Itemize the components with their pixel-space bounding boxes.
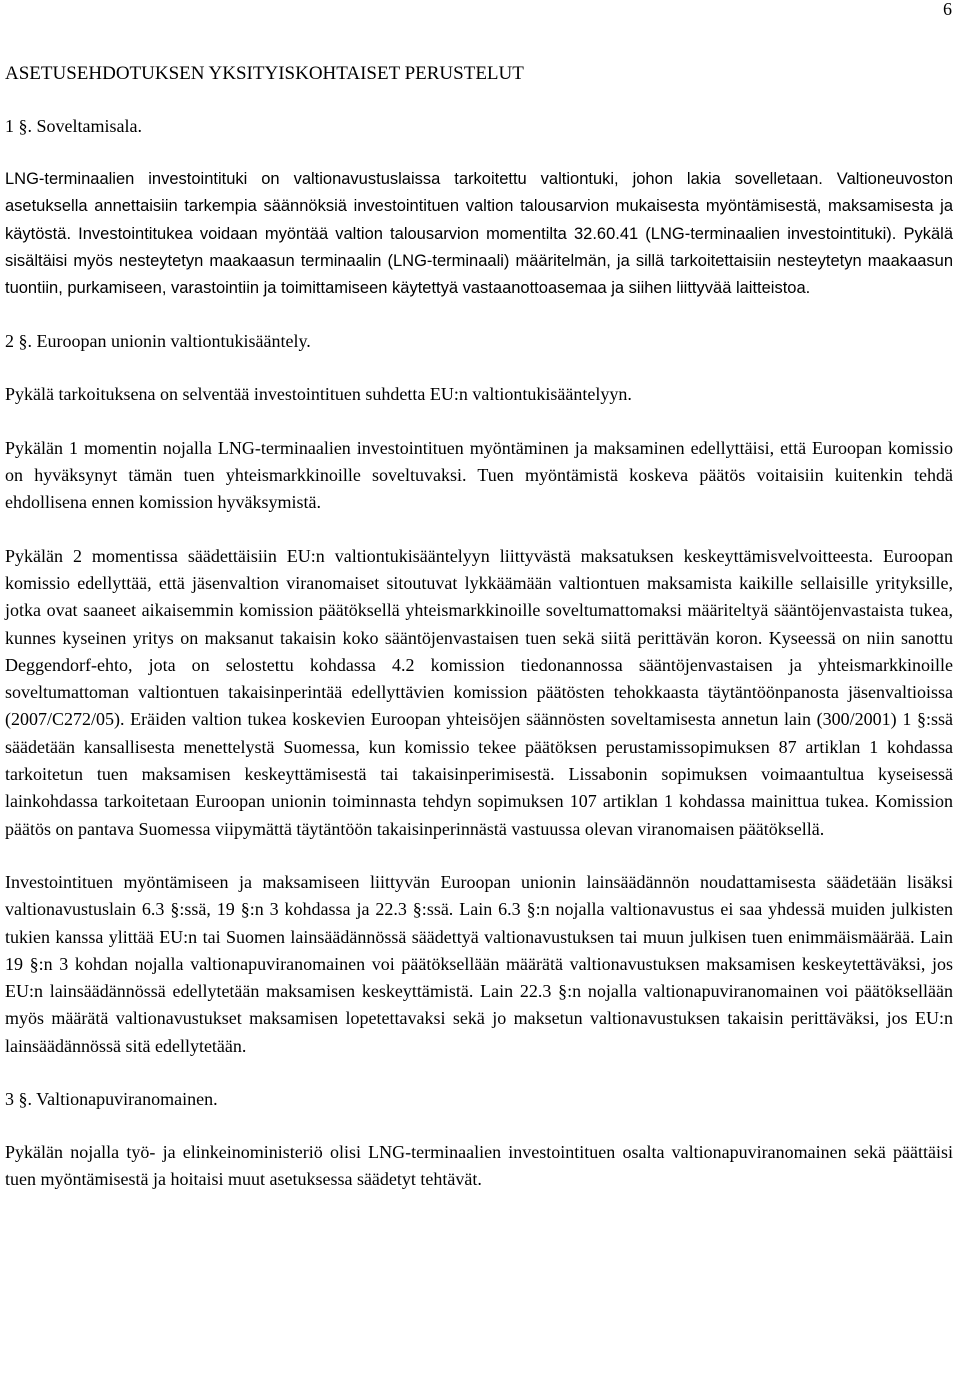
section-paragraph: Pykälän 1 momentin nojalla LNG-terminaalien investointituen myöntäminen ja maksaminen edellyttäisi, että Euroopan komissio on hyväksynyt tämän tuen yhteismarkkinoille soveltuvaksi. Tuen myöntämistä koskeva päätös voitaisiin kuitenkin tehdä ehdollisena ennen komission hyväksymistä. bbox=[5, 437, 953, 513]
section-3 bbox=[5, 1086, 953, 1194]
section-2 bbox=[5, 328, 953, 1060]
section-1 bbox=[5, 113, 953, 302]
document-heading: ASETUSEHDOTUKSEN YKSITYISKOHTAISET PERUSTELUT bbox=[5, 63, 524, 84]
section-title: 2 §. Euroopan unionin valtiontukisääntely. bbox=[5, 331, 311, 352]
section-title: 3 §. Valtionapuviranomainen. bbox=[5, 1089, 218, 1110]
section-paragraph: LNG-terminaalien investointituki on valtionavustuslaissa tarkoitettu valtiontuki, johon lakia sovelletaan. Valtioneuvoston asetuksella annettaisiin tarkempia säännöksiä investointituen valtion talousarvion mukaisesta myöntämisestä, maksamisesta ja käytöstä. Investointitukea voidaan myöntää valtion talousarvion momentilta 32.60.41 (LNG-terminaalien investointituki). Pykälä sisältäisi myös nesteytetyn maakaasun terminaalin (LNG-terminaali) määritelmän, ja sillä tarkoitettaisiin nesteytetyn maakaasun tuontiin, purkamiseen, varastointiin ja toimittamiseen käytettyä vastaanottoasemaa ja siihen liittyvää laitteistoa. bbox=[5, 170, 953, 298]
page-number: 6 bbox=[943, 0, 952, 19]
section-paragraph: Pykälän 2 momentissa säädettäisiin EU:n valtiontukisääntelyyn liittyvästä maksatuksen keskeyttämisvelvoitteesta. Euroopan komissio edellyttää, että jäsenvaltion viranomaiset sitoutuvat lykkäämään valtiontuen maksamista kaikille sellaisille yrityksille, jotka ovat saaneet aikaisemmin komission päätöksellä yhteismarkkinoille soveltumattomaksi määriteltyä sääntöjenvastaista tukea, kunnes kyseinen yritys on maksanut takaisin koko sääntöjenvastaisen tuen sekä siitä perittävän koron. Kyseessä on niin sanottu Deggendorf-ehto, jota on selostettu kohdassa 4.2 komission tiedonannossa sääntöjenvastaisen ja yhteismarkkinoille soveltumattoman valtiontuen takaisinperintää edellyttävien komission päätösten tehokkaasta täytäntöönpanosta jäsenvaltioissa (2007/C272/05). Eräiden valtion tukea koskevien Euroopan yhteisöjen säännösten soveltamisesta annetun lain (300/2001) 1 §:ssä säädetään kansallisesta menettelystä Suomessa, kun komissio tekee päätöksen perustamissopimuksen 87 artiklan 1 kohdassa tarkoitetun tuen maksamisen keskeyttämisestä tai takaisinperimisestä. Lissabonin sopimuksen voimaantultua kyseisessä lainkohdassa tarkoitetaan Euroopan unionin toiminnasta tehdyn sopimuksen 107 artiklan 1 kohdassa mainittua tukea. Komission päätös on pantava Suomessa viipymättä täytäntöön takaisinperinnästä vastuussa olevan viranomaisen päätöksellä. bbox=[5, 545, 953, 839]
section-paragraph: Pykälän nojalla työ- ja elinkeinoministeriö olisi LNG-terminaalien investointituen osalta valtionapuviranomainen sekä päättäisi tuen myöntämisestä ja hoitaisi muut asetuksessa säädetyt tehtävät. bbox=[5, 1142, 953, 1190]
section-paragraph: Pykälä tarkoituksena on selventää investointituen suhdetta EU:n valtiontukisääntelyyn. bbox=[5, 384, 632, 405]
section-title: 1 §. Soveltamisala. bbox=[5, 116, 142, 136]
document-body bbox=[5, 60, 953, 1194]
section-paragraph: Investointituen myöntämiseen ja maksamiseen liittyvän Euroopan unionin lainsäädännön noudattamisesta säädetään lisäksi valtionavustuslain 6.3 §:ssä, 19 §:n 3 kohdassa ja 22.3 §:ssä. Lain 6.3 §:n nojalla valtionavustus ei saa yhdessä muiden julkisten tukien kanssa ylittää EU:n tai Suomen lainsäädännössä säädettyä valtionavustuksen tai muun julkisen tuen enimmäismäärää. Lain 19 §:n 3 kohdan nojalla valtionapuviranomainen voi päätöksellään määrätä valtionavustuksen maksamisen keskeytettäväksi, jos EU:n lainsäädännössä edellytetään maksamisen keskeyttämistä. Lain 22.3 §:n nojalla valtionapuviranomainen voi päätöksellään myös määrätä valtionavustukset maksamisen lopetettavaksi sekä jo maksetun valtionavustuksen takaisin perittäväksi, jos EU:n lainsäädännössä sitä edellytetään. bbox=[5, 871, 953, 1056]
